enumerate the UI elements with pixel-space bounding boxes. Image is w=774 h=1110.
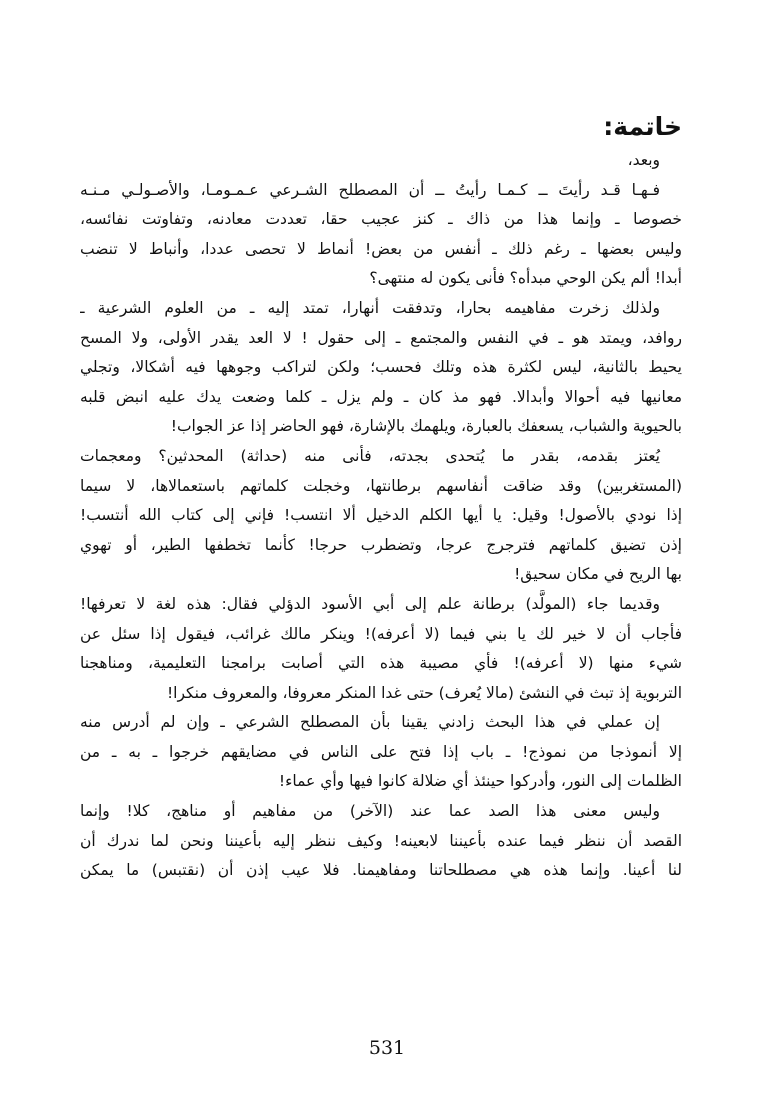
text-line: بها الريح في مكان سحيق! — [514, 565, 682, 584]
text-line: إلا أنموذجا من نموذج! ـ باب إذا فتح على الناس في مضايقهم خرجوا ـ به ـ من — [80, 742, 682, 761]
text-line: يُعتز بقدمه، بقدر ما يُتحدى بجدته، فأنى منه (حداثة) المحدثين؟ ومعجمات — [80, 446, 660, 465]
text-line: (المستغربين) وقد ضاقت أنفاسهم برطانتها، وخجلت كلماتهم باستعمالاها، لا سيما — [80, 476, 682, 495]
text-line: التربوية إذ تبث في النشئ (مالا يُعرف) حتى غدا المنكر معروفا، والمعروف منكرا! — [166, 683, 682, 702]
text-line: وبعد، — [627, 151, 660, 169]
section-heading: خاتمة: — [603, 112, 682, 141]
page-number: 531 — [368, 1037, 406, 1059]
text-line: أبدا! ألم يكن الوحي مبدأه؟ فأنى يكون له منتهى؟ — [369, 269, 682, 288]
text-line: إن عملي في هذا البحث زادني يقينا بأن المصطلح الشرعي ـ وإن لم أدرس منه — [80, 713, 660, 732]
body-text — [80, 146, 682, 886]
text-line: فأجاب أن لا خير لك يا بني فيما (لا أعرفه)! وينكر مالك غرائب، فيقول إذا سئل عن — [80, 624, 682, 643]
text-line: القصد أن ننظر فيما عنده بأعيننا لابعينه! وكيف ننظر إليه بأعيننا ونحن لما ندرك أن — [80, 831, 682, 850]
text-line: وليس بعضها ـ رغم ذلك ـ أنفس من بعض! أنماط لا تحصى عددا، وأنباط لا تنضب — [80, 239, 682, 258]
text-line: بالحيوية والشباب، يسعفك بالعبارة، ويلهمك بالإشارة، فهو الحاضر إذا عز الجواب! — [170, 417, 682, 436]
text-line: خصوصا ـ وإنما هذا من ذاك ـ كنز عجيب حقا، تعددت معادنه، وتفاوتت نفائسه، — [80, 210, 682, 229]
text-line: ولذلك زخرت مفاهيمه بحارا، وتدفقت أنهارا، تمتد إليه ـ من العلوم الشرعية ـ — [80, 298, 660, 317]
text-line: روافد، ويمتد هو ـ في النفس والمجتمع ـ إلى حقول ! لا العد يقدر الأولى، ولا المسح — [80, 328, 682, 347]
text-line: إذن تضيق كلماتهم فترجرج عرجا، وتضطرب حرجا! كأنما تخطفها الطير، أو تهوي — [80, 535, 682, 554]
text-line: يحيط بالثانية، ليس لكثرة هذه وتلك فحسب؛ ولكن لتراكب وجوهها فيه أشكالا، وتجلي — [80, 358, 682, 377]
text-line: لنا أعينا. وإنما هذه هي مصطلحاتنا ومفاهيمنا. فلا عيب إذن أن (نقتبس) ما يمكن — [80, 861, 682, 880]
text-line: إذا نودي بالأصول! وقيل: يا أيها الكلم الدخيل ألا انتسب! فإني إلى كتاب الله أنتسب! — [80, 506, 682, 525]
text-line: شيء منها (لا أعرفه)! فأي مصيبة هذه التي أصابت برامجنا التعليمية، ومناهجنا — [80, 654, 682, 673]
text-line: معانيها فيه أحوالا وأبدالا. فهو مذ كان ـ ولم يزل ـ كلما وضعت يدك عليه انبض قلبه — [80, 387, 682, 406]
text-line: وقديما جاء (المولَّد) برطانة علم إلى أبي الأسود الدؤلي فقال: هذه لغة لا تعرفها! — [80, 594, 660, 613]
text-line: وليس معنى هذا الصد عما عند (الآخر) من مفاهيم أو مناهج، كلا! وإنما — [80, 802, 660, 821]
text-line: الظلمات إلى النور، وأدركوا حينئذ أي ضلالة كانوا فيها وأي عماء! — [278, 772, 682, 791]
text-line: فـهـا قـد رأيتَ ــ كـمـا رأيتُ ــ أن المصطلح الشـرعي عـمـومـا، والأصـولـي مـنـه — [80, 180, 660, 199]
